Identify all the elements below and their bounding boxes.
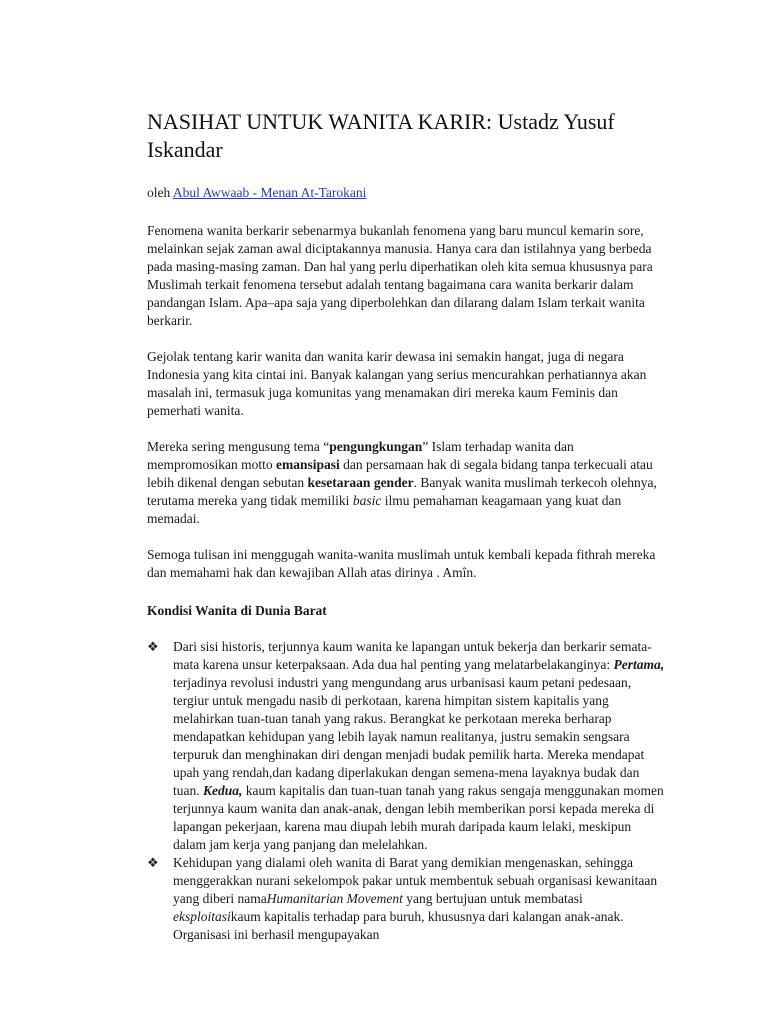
list-item [147,854,667,944]
author-link[interactable]: Abul Awwaab - Menan At-Tarokani [172,185,367,200]
italic-term-humanitarian-movement: Humanitarian Movement [266,891,403,906]
paragraph-gejolak: Gejolak tentang karir wanita dan wanita karir dewasa ini semakin hangat, juga di negara Indonesia yang kita cintai ini. Banyak kalangan yang serius mencurahkan perhatiannya akan masalah ini, termasuk juga komunitas yang menamakan diri mereka kaum Feminis dan pemerhati wanita. [147,349,647,418]
bold-term-kesetaraan-gender: kesetaraan gender [307,475,414,490]
paragraph-tema [147,438,667,528]
document-page [147,108,667,944]
italic-term-basic: basic [352,493,382,508]
document-title: NASIHAT UNTUK WANITA KARIR: Ustadz Yusuf Iskandar [147,109,615,162]
text-run: kaum kapitalis terhadap para buruh, khususnya dari kalangan anak-anak. Organisasi ini berhasil mengupayakan [173,909,624,942]
diamond-bullet-icon: ❖ [147,639,159,654]
text-run: yang bertujuan untuk membatasi [402,891,583,906]
text-run: Dari sisi historis, terjunnya kaum wanita ke lapangan untuk bekerja dan berkarir semata-mata karena unsur keterpaksaan. Ada dua hal penting yang melatarbelakanginya: [173,639,652,672]
text-run: kaum kapitalis dan tuan-tuan tanah yang rakus sengaja menggunakan momen terjunnya kaum wanita dan anak-anak, dengan lebih memberikan porsi kepada mereka di lapangan pekerjaan, karena mau diupah lebih murah daripada kaum lelaki, meskipun dalam jam kerja yang panjang dan melelahkan. [173,783,664,852]
byline [147,184,667,202]
paragraph-intro: Fenomena wanita berkarir sebenarmya bukanlah fenomena yang baru muncul kemarin sore, melainkan sejak zaman awal diciptakannya manusia. Hanya cara dan istilahnya yang berbeda pada masing-masing zaman. Dan hal yang perlu diperhatikan oleh kita semua khususnya para Muslimah terkait fenomena tersebut adalah tentang bagaimana cara wanita berkarir dalam pandangan Islam. Apa–apa saja yang diperbolehkan dan dilarang dalam Islam terkait wanita berkarir. [147,223,653,328]
italic-term-eksploitasi: eksploitasi [173,909,231,924]
text-run: . Banyak wanita muslimah terkecoh olehnya, terutama mereka yang tidak memiliki [147,475,657,508]
text-run: ilmu pemahaman keagamaan yang kuat dan memadai. [147,493,622,526]
byline-prefix: oleh [147,185,173,200]
text-run: terjadinya revolusi industri yang mengundang arus urbanisasi kaum petani pedesaan, tergiur untuk mengadu nasib di perkotaan, karena himpitan sistem kapitalis yang melahirkan tuan-tuan tanah yang rakus. Berangkat ke perkotaan mereka berharap mendapatkan kehidupan yang lebih layak namun realitanya, justru semakin sengsara terpuruk dan menghinakan diri dengan menjadi budak pemilik harta. Mereka mendapat upah yang rendah,dan kadang diperlakukan dengan semena-mena layaknya budak dan tuan. [173,675,645,798]
list-item [147,638,667,854]
diamond-bullet-icon: ❖ [147,855,159,870]
paragraph-semoga: Semoga tulisan ini menggugah wanita-wanita muslimah untuk kembali kepada fithrah mereka dan memahami hak dan kewajiban Allah atas dirinya . Amîn. [147,547,656,580]
bullet-list [147,638,667,944]
bold-italic-term-pertama: Pertama, [613,657,665,672]
text-run: Mereka sering mengusung tema “ [147,439,330,454]
text-run: ” Islam terhadap wanita dan mempromosikan motto [147,439,574,472]
bold-term-emansipasi: emansipasi [276,457,340,472]
bold-italic-term-kedua: Kedua, [203,783,243,798]
section-heading: Kondisi Wanita di Dunia Barat [147,603,327,618]
text-run: Kehidupan yang dialami oleh wanita di Barat yang demikian mengenaskan, sehingga menggerakkan nurani sekelompok pakar untuk membentuk sebuah organisasi kewanitaan yang diberi nama [173,855,658,906]
text-run: dan persamaan hak di segala bidang tanpa terkecuali atau lebih dikenal dengan sebutan [147,457,653,490]
bold-term-pengungkungan: pengungkungan [329,439,423,454]
